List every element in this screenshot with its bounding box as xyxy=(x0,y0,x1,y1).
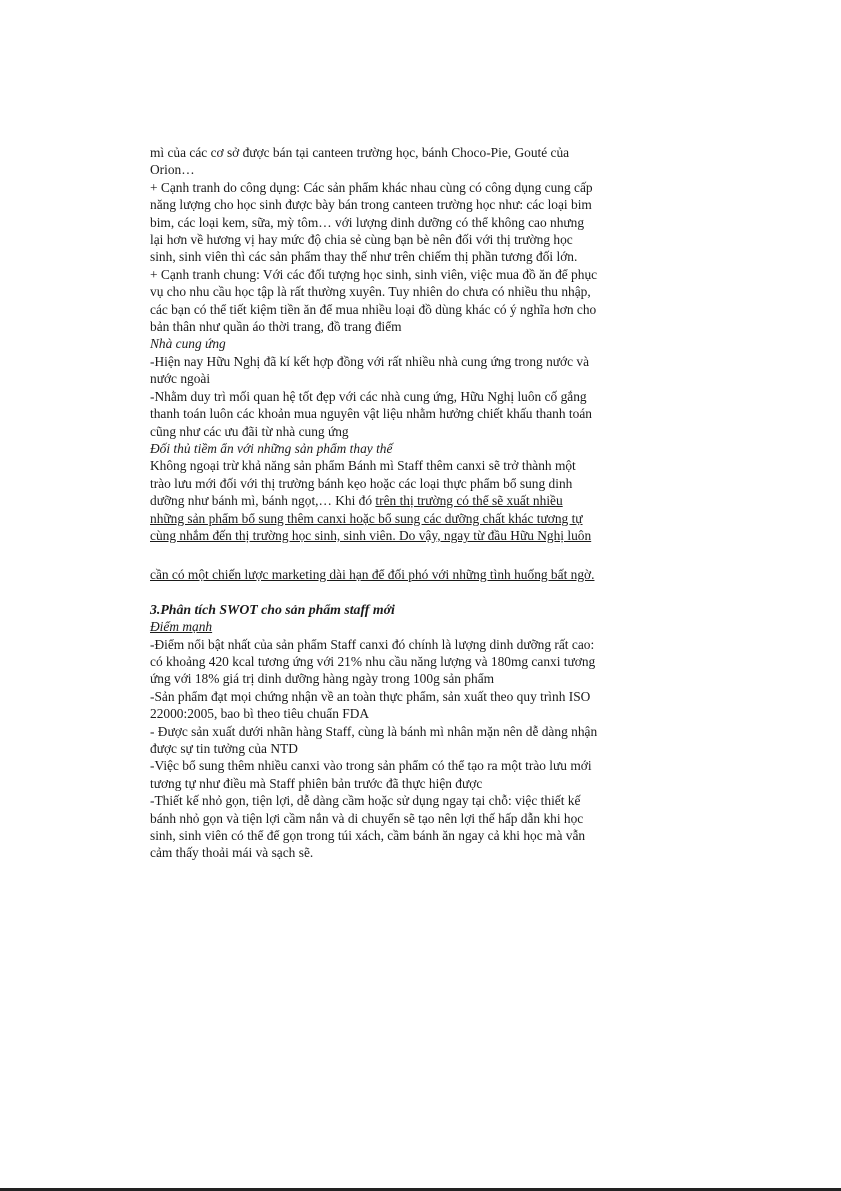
subheading-strengths: Điểm mạnh xyxy=(150,619,213,635)
paragraph-line: -Điểm nổi bật nhất của sản phẩm Staff canxi đó chính là lượng dinh dưỡng rất cao: xyxy=(150,636,595,652)
paragraph-line: + Cạnh tranh do công dụng: Các sản phẩm khác nhau cùng có công dụng cung cấp xyxy=(150,179,593,195)
paragraph-line: - Được sản xuất dưới nhãn hàng Staff, cùng là bánh mì nhân mặn nên dễ dàng nhận xyxy=(150,723,598,739)
paragraph-line: cũng như các ưu đãi từ nhà cung ứng xyxy=(150,423,349,439)
heading-suppliers: Nhà cung ứng xyxy=(150,336,226,352)
underlined-line: những sản phẩm bổ sung thêm canxi hoặc bổ sung các dưỡng chất khác tương tự xyxy=(150,510,583,526)
section-heading-swot: 3.Phân tích SWOT cho sản phẩm staff mới xyxy=(150,601,395,617)
paragraph-line: lại hơn về hương vị hay mức độ chia sẻ cùng bạn bè nên đối với thị trường học xyxy=(150,232,573,248)
text-block-competition xyxy=(150,144,660,544)
paragraph-line: bánh nhỏ gọn và tiện lợi cầm nắn và di chuyển sẽ tạo nên lợi thế hấp dẫn khi học xyxy=(150,810,584,826)
plain-text: dưỡng như bánh mì, bánh ngọt,… Khi đó xyxy=(150,493,376,509)
paragraph-line: nước ngoài xyxy=(150,371,211,387)
paragraph-line: các bạn có thể tiết kiệm tiền ăn để mua nhiều loại đồ dùng khác có ý nghĩa hơn cho xyxy=(150,301,597,317)
paragraph-line: có khoảng 420 kcal tương ứng với 21% nhu cầu năng lượng và 180mg canxi tương xyxy=(150,654,596,670)
underlined-line: cùng nhắm đến thị trường học sinh, sinh viên. Do vậy, ngay từ đầu Hữu Nghị luôn xyxy=(150,527,592,543)
paragraph-line: -Sản phẩm đạt mọi chứng nhận về an toàn thực phẩm, sản xuất theo quy trình ISO xyxy=(150,688,591,704)
paragraph-line: mì của các cơ sở được bán tại canteen trường học, bánh Choco-Pie, Gouté của xyxy=(150,145,570,160)
paragraph-line: trào lưu mới đối với thị trường bánh kẹo hoặc các loại thực phẩm bổ sung dinh xyxy=(150,475,573,491)
blank-line xyxy=(150,583,660,600)
paragraph-line: -Hiện nay Hữu Nghị đã kí kết hợp đồng với rất nhiều nhà cung ứng trong nước và xyxy=(150,353,590,369)
paragraph-line: bản thân như quần áo thời trang, đồ trang điểm xyxy=(150,319,402,335)
heading-substitutes: Đối thủ tiềm ẩn với những sản phẩm thay thế xyxy=(150,440,393,456)
paragraph-line: -Thiết kế nhỏ gọn, tiện lợi, dễ dàng cầm hoặc sử dụng ngay tại chỗ: việc thiết kế xyxy=(150,793,581,809)
paragraph-line: -Nhằm duy trì mối quan hệ tốt đẹp với các nhà cung ứng, Hữu Nghị luôn cố gắng xyxy=(150,388,587,404)
paragraph-line: vụ cho nhu cầu học tập là rất thường xuyên. Tuy nhiên do chưa có nhiều thu nhập, xyxy=(150,284,591,300)
paragraph-line: tương tự như điều mà Staff phiên bản trước đã thực hiện được xyxy=(150,775,483,791)
paragraph-line: + Cạnh tranh chung: Với các đối tượng học sinh, sinh viên, việc mua đồ ăn để phục xyxy=(150,266,598,282)
paragraph-line: cảm thấy thoải mái và sạch sẽ. xyxy=(150,845,314,861)
paragraph-line: sinh, sinh viên có thể để gọn trong túi xách, cầm bánh ăn ngay cả khi học mà vẫn xyxy=(150,828,586,844)
continuation-line: cần có một chiến lược marketing dài hạn để đối phó với những tình huống bất ngờ. xyxy=(150,567,595,582)
paragraph-line: được sự tin tưởng của NTD xyxy=(150,741,298,757)
paragraph-line: thanh toán luôn các khoản mua nguyên vật liệu nhằm hưởng chiết khấu thanh toán xyxy=(150,406,592,422)
paragraph-line-mixed xyxy=(150,492,660,509)
text-block-swot xyxy=(150,566,660,862)
paragraph-line: Orion… xyxy=(150,162,195,178)
paragraph-line: ứng với 18% giá trị dinh dưỡng hàng ngày trong 100g sản phẩm xyxy=(150,671,495,687)
paragraph-line: bim, các loại kem, sữa, mỳ tôm… với lượng dinh dưỡng có thể không cao nhưng xyxy=(150,214,585,230)
paragraph-line: 22000:2005, bao bì theo tiêu chuẩn FDA xyxy=(150,706,370,722)
paragraph-line: Không ngoại trừ khả năng sản phẩm Bánh mì Staff thêm canxi sẽ trở thành một xyxy=(150,458,576,474)
underlined-text: trên thị trường có thể sẽ xuất nhiều xyxy=(375,493,563,509)
paragraph-line: năng lượng cho học sinh được bày bán trong canteen trường học như: các loại bim xyxy=(150,197,592,213)
paragraph-line: sinh, sinh viên thì các sản phẩm thay thế như trên chiếm thị phần tương đối lớn. xyxy=(150,249,578,265)
paragraph-line: -Việc bổ sung thêm nhiều canxi vào trong sản phẩm có thể tạo ra một trào lưu mới xyxy=(150,758,592,774)
